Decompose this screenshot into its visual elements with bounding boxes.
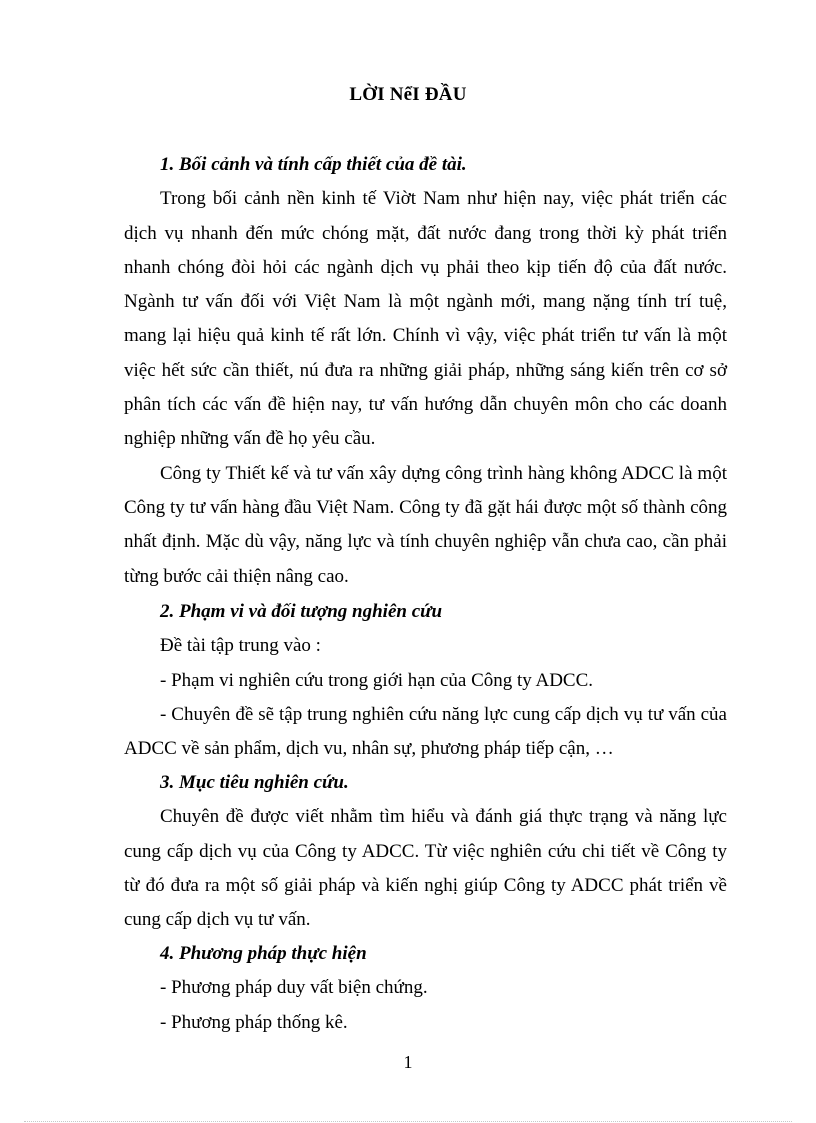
section-4-heading: 4. Phương pháp thực hiện (160, 943, 367, 964)
section-1-heading: 1. Bối cảnh và tính cấp thiết của đề tài. (160, 154, 467, 175)
page-number: 1 (403, 1052, 413, 1072)
section-4-bullet-2: - Phương pháp thống kê. (160, 1011, 348, 1033)
section-2-heading: 2. Phạm vi và đối tượng nghiên cứu (160, 601, 443, 622)
section-2-intro: Đề tài tập trung vào : (160, 635, 321, 657)
section-2 (124, 595, 727, 766)
page-title: LỜI NểI ĐẦU (349, 84, 467, 105)
section-1 (124, 148, 727, 594)
section-2-bullet-2: - Chuyên đề sẽ tập trung nghiên cứu năng lực cung cấp dịch vụ tư vấn của ADCC về sản phẩm, dịch vu, nhân sự, phương pháp tiếp cận, … (124, 703, 727, 760)
section-3 (124, 766, 727, 937)
section-3-paragraph-1: Chuyên đề được viết nhằm tìm hiểu và đánh giá thực trạng và năng lực cung cấp dịch vụ của Công ty ADCC. Từ việc nghiên cứu chi tiết về Công ty từ đó đưa ra một số giải pháp và kiến nghị giúp Công ty ADCC phát triển về cung cấp dịch vụ tư vấn. (124, 806, 727, 931)
section-3-heading: 3. Mục tiêu nghiên cứu. (160, 772, 349, 793)
section-2-bullet-1: - Phạm vi nghiên cứu trong giới hạn của Công ty ADCC. (160, 669, 594, 691)
section-1-paragraph-2: Công ty Thiết kế và tư vấn xây dựng công trình hàng không ADCC là một Công ty tư vấn hàng đầu Việt Nam. Công ty đã gặt hái được một số thành công nhất định. Mặc dù vậy, năng lực và tính chuyên nghiệp vẫn chưa cao, cần phải từng bước cải thiện nâng cao. (124, 462, 727, 587)
page-bottom-border (24, 1121, 792, 1122)
section-1-paragraph-1: Trong bối cảnh nền kinh tế Viờt Nam như hiện nay, việc phát triển các dịch vụ nhanh đến mức chóng mặt, đất nước đang trong thời kỳ phát triển nhanh chóng đòi hỏi các ngành dịch vụ phải theo kịp tiến độ của đất nước. Ngành tư vấn đối với Việt Nam là một ngành mới, mang nặng tính trí tuệ, mang lại hiệu quả kinh tế rất lớn. Chính vì vậy, việc phát triển tư vấn là một việc hết sức cần thiết, nú đưa ra những giải pháp, những sáng kiến trên cơ sở phân tích các vấn đề hiện nay, tư vấn hướng dẫn chuyên môn cho các doanh nghiệp những vấn đề họ yêu cầu. (124, 188, 727, 450)
section-4-bullet-1: - Phương pháp duy vất biện chứng. (160, 977, 428, 999)
section-4 (124, 937, 727, 1040)
